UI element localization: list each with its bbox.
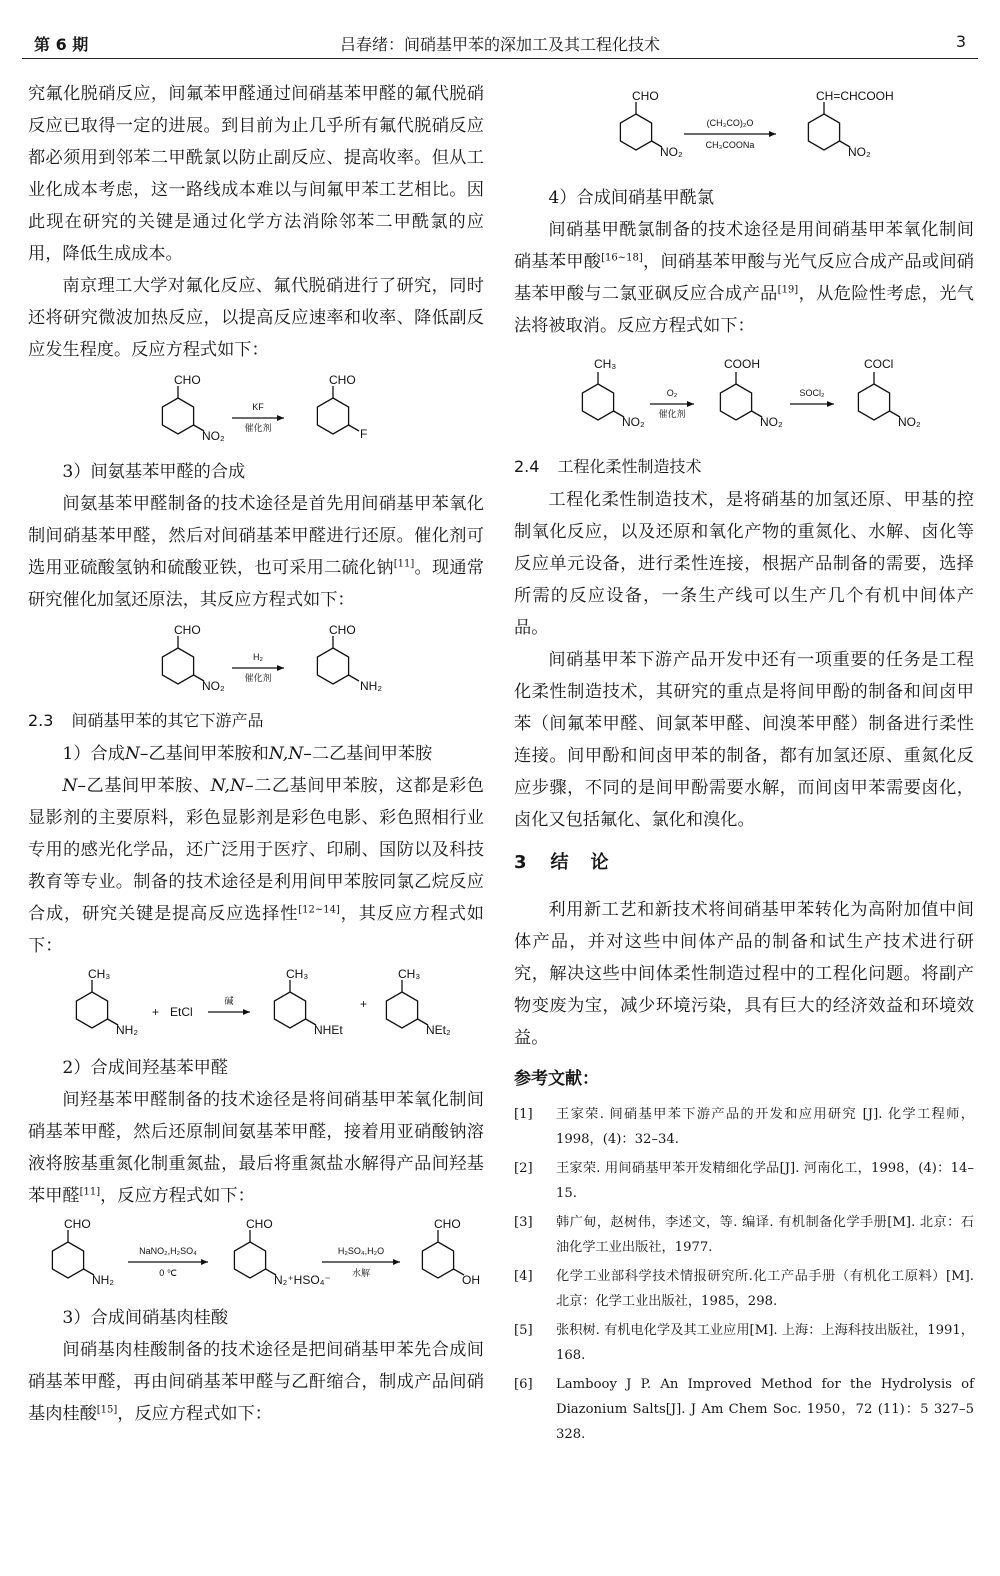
formula-label: CHO <box>632 89 659 103</box>
formula-label: CH₃ <box>594 357 617 371</box>
plus-sign: + <box>360 997 368 1011</box>
reference-item: [6] Lambooy J P. An Improved Method for the Hydrolysis of Diazonium Salts[J]. J Am Chem Soc. 1950，72 (11)：5 327–5 328. <box>514 1377 974 1442</box>
formula-label: CHO <box>64 1217 91 1231</box>
citation: [11] <box>79 1186 101 1198</box>
paragraph: 工程化柔性制造技术，是将硝基的加氢还原、甲基的控制氧化反应，以及还原和氧化产物的重氮化、水解、卤化等反应单元设备，进行柔性连接，根据产品制备的需要，选择所需的反应设备，一条生产线可以生产几个有机中间体产品。 <box>514 490 974 638</box>
left-column <box>28 78 484 1430</box>
formula-label: CHO <box>329 623 356 637</box>
citation: [12~14] <box>298 904 340 916</box>
paragraph: 间氨基苯甲醛制备的技术途径是首先用间硝基甲苯氧化制间硝基苯甲醛，然后对间硝基苯甲醛进行还原。催化剂可选用亚硫酸氢钠和硫酸亚铁，也可采用二硫化钠[11]。现通常研究催化加氢还原法，其反应方程式如下： <box>28 494 484 610</box>
paragraph: 利用新工艺和新技术将间硝基甲苯转化为高附加值中间体产品，并对这些中间体产品的制备和试生产技术进行研究，解决这些中间体柔性制造过程中的工程化问题。将副产物变废为宝，减少环境污染，具有巨大的经济效益和环境效益。 <box>514 900 974 1048</box>
formula-label: CHO <box>329 373 356 387</box>
formula-label: COCl <box>864 357 894 371</box>
formula-label: NEt₂ <box>426 1023 451 1037</box>
page-number: 3 <box>955 32 966 51</box>
condition-label: 催化剂 <box>658 409 686 419</box>
issue-number: 第 6 期 <box>34 35 89 54</box>
formula-label: CH₃ <box>88 967 111 981</box>
paragraph: 究氟化脱硝反应，间氟苯甲醛通过间硝基苯甲醛的氟代脱硝反应已取得一定的进展。到目前为止几乎所有氟代脱硝反应都必须用到邻苯二甲酰氯以防止副反应、提高收率。但从工业化成本考虑，这一路线成本难以与间氟甲苯工艺相比。因此现在研究的关键是通过化学方法消除邻苯二甲酰氯的应用，降低生成成本。 <box>28 84 484 264</box>
reaction-scheme-diazotization <box>28 1214 484 1300</box>
reaction-scheme-ethylation <box>28 964 484 1050</box>
reaction-scheme-oxidation-chlorination <box>514 344 974 450</box>
citation: [19] <box>777 284 799 296</box>
formula-label: CHO <box>434 1217 461 1231</box>
reference-item: [4] 化学工业部科学技术情报研究所.化工产品手册（有机化工原料）[M]. 北京：化学工业出版社，1985，298. <box>514 1269 974 1309</box>
paragraph: 间硝基甲酰氯制备的技术途径是用间硝基甲苯氧化制间硝基苯甲酸[16~18]，间硝基苯甲酸与光气反应合成产品或间硝基苯甲酸与二氯亚砜反应合成产品[19]，从危险性考虑，光气法将被取消。反应方程式如下： <box>514 220 974 336</box>
condition-label: 催化剂 <box>244 423 272 433</box>
formula-label: CHO <box>246 1217 273 1231</box>
reagent-label: H₂ <box>253 652 263 662</box>
reagent-label: KF <box>252 402 264 412</box>
subsection-heading: 1）合成N–乙基间甲苯胺和N,N–二乙基间甲苯胺 <box>62 744 433 764</box>
formula-label: NO₂ <box>848 145 871 159</box>
section-heading-conclusion: 3 结 论 <box>514 852 611 873</box>
citation: [16~18] <box>601 252 643 264</box>
formula-label: NO₂ <box>202 429 225 443</box>
citation: [15] <box>96 1404 118 1416</box>
reagent-label: NaNO₂,H₂SO₄ <box>139 1246 197 1256</box>
reaction-scheme-reduction <box>28 618 484 704</box>
reaction-scheme-condensation <box>514 80 974 180</box>
condition-label: 水解 <box>351 1268 371 1278</box>
reagent-label: O₂ <box>666 388 678 398</box>
formula-label: NO₂ <box>898 415 921 429</box>
formula-label: NH₂ <box>116 1023 138 1037</box>
paragraph: 间羟基苯甲醛制备的技术途径是将间硝基甲苯氧化制间硝基苯甲醛，然后还原制间氨基苯甲醛，接着用亚硝酸钠溶液将胺基重氮化制重氮盐，最后将重氮盐水解得产品间羟基苯甲醛[11]，反应方程式如下： <box>28 1090 484 1206</box>
formula-label: NO₂ <box>622 415 645 429</box>
reference-item: [5] 张积树. 有机电化学及其工业应用[M]. 上海：上海科技出版社，1991，168. <box>514 1323 974 1363</box>
paragraph: 间硝基甲苯下游产品开发中还有一项重要的任务是工程化柔性制造技术，其研究的重点是将间甲酚的制备和间卤甲苯（间氟苯甲醛、间氯苯甲醛、间溴苯甲醛）制备进行柔性连接。间甲酚和间卤甲苯的制备，都有加氢还原、重氮化反应步骤，不同的是间甲酚需要水解，而间卤甲苯需要卤化，卤化又包括氟化、氯化和溴化。 <box>514 650 974 830</box>
reaction-scheme-fluorination <box>28 368 484 454</box>
subsection-heading: 3）合成间硝基肉桂酸 <box>62 1308 229 1328</box>
formula-label: CH₃ <box>286 967 309 981</box>
reagent-label: SOCl₂ <box>799 388 825 398</box>
condition-label: 0 ℃ <box>159 1268 177 1278</box>
formula-label: NO₂ <box>760 415 783 429</box>
paragraph: 间硝基肉桂酸制备的技术途径是把间硝基甲苯先合成间硝基苯甲醛，再由间硝基苯甲醛与乙酐缩合，制成产品间硝基肉桂酸[15]，反应方程式如下： <box>28 1340 484 1424</box>
section-heading-2-4: 2.4 工程化柔性制造技术 <box>514 457 702 476</box>
formula-label: CHO <box>174 373 201 387</box>
subsection-heading: 3）间氨基苯甲醛的合成 <box>62 462 246 482</box>
reagent-label: H₂SO₄,H₂O <box>337 1246 385 1256</box>
formula-label: CH=CHCOOH <box>816 89 894 103</box>
running-header <box>22 28 978 59</box>
formula-label: N₂⁺HSO₄⁻ <box>274 1273 331 1287</box>
condition-label: 催化剂 <box>244 673 272 683</box>
formula-label: NO₂ <box>660 145 683 159</box>
reagent-label: EtCl <box>170 1005 193 1019</box>
paragraph: 南京理工大学对氟化反应、氟代脱硝进行了研究，同时还将研究微波加热反应，以提高反应速率和收率、降低副反应发生程度。反应方程式如下： <box>28 276 484 360</box>
plus-sign: + <box>152 1005 160 1019</box>
formula-label: NHEt <box>314 1023 343 1037</box>
formula-label: NH₂ <box>92 1273 114 1287</box>
paragraph: N–乙基间甲苯胺、N,N–二乙基间甲苯胺，这都是彩色显影剂的主要原料，彩色显影剂是彩色电影、彩色照相行业专用的感光化学品，还广泛用于医疗、印刷、国防以及科技教育等专业。制备的技术途径是利用间甲苯胺同氯乙烷反应合成，研究关键是提高反应选择性[12~14]，其反应方程式如下： <box>28 776 484 956</box>
citation: [11] <box>393 558 415 570</box>
formula-label: F <box>360 427 368 441</box>
right-column <box>514 78 974 1451</box>
condition-label: CH₃COONa <box>705 140 755 150</box>
reference-item: [3] 韩广甸，赵树伟，李述文，等. 编译. 有机制备化学手册[M]. 北京：石油化学工业出版社，1977. <box>514 1215 974 1255</box>
formula-label: COOH <box>724 357 760 371</box>
running-title: 吕春绪：间硝基甲苯的深加工及其工程化技术 <box>339 35 660 54</box>
reference-item: [2] 王家荣. 用间硝基甲苯开发精细化学品[J]. 河南化工，1998，(4)：14–15. <box>514 1161 974 1201</box>
formula-label: NH₂ <box>360 679 382 693</box>
condition-label: 碱 <box>224 996 234 1006</box>
reagent-label: (CH₃CO)₂O <box>706 118 754 128</box>
formula-label: CH₃ <box>398 967 421 981</box>
section-heading-2-3: 2.3 间硝基甲苯的其它下游产品 <box>28 711 264 730</box>
formula-label: NO₂ <box>202 679 225 693</box>
formula-label: OH <box>462 1273 480 1287</box>
subsection-heading: 4）合成间硝基甲酰氯 <box>548 188 715 208</box>
references-heading: 参考文献： <box>514 1069 599 1089</box>
reference-item: [1] 王家荣. 间硝基甲苯下游产品的开发和应用研究 [J]. 化学工程师，1998，(4)：32–34. <box>514 1107 974 1147</box>
formula-label: CHO <box>174 623 201 637</box>
subsection-heading: 2）合成间羟基苯甲醛 <box>62 1058 229 1078</box>
